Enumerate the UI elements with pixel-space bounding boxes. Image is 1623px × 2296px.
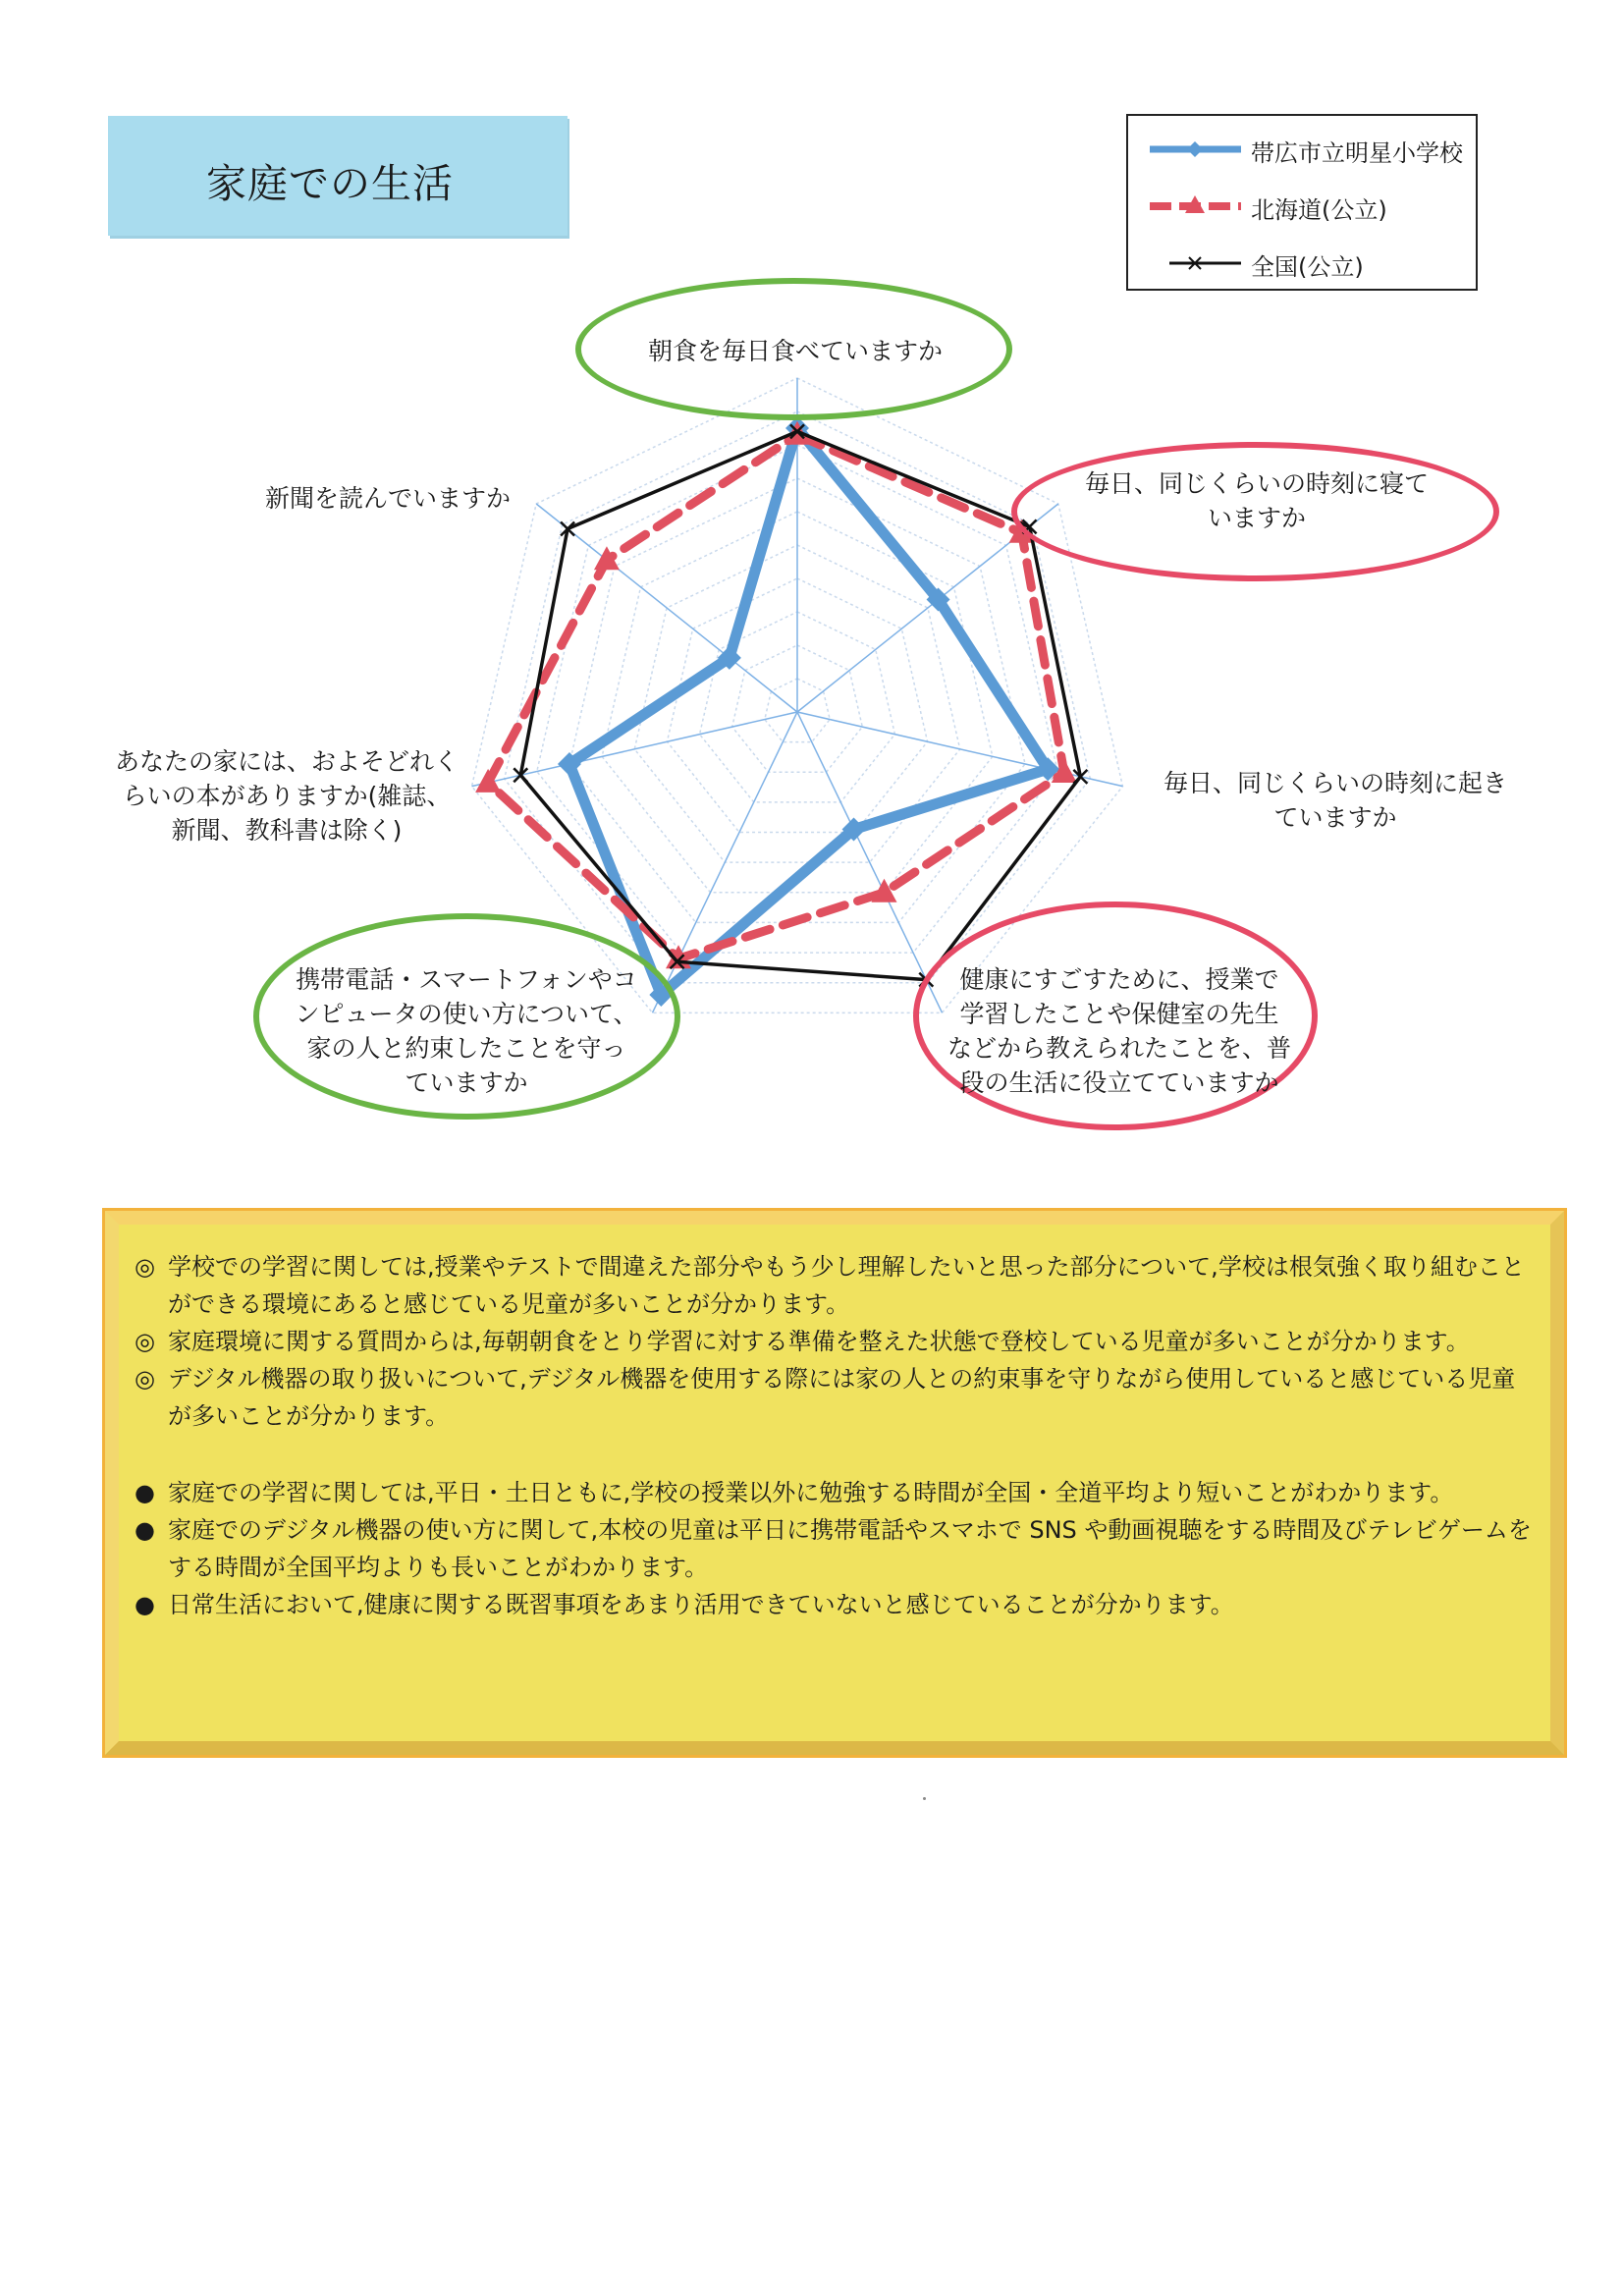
summary-mark: ◎	[135, 1365, 155, 1393]
summary-item	[135, 1511, 1539, 1586]
summary-text: 学校での学習に関しては,授業やテストで間違えた部分やもう少し理解したいと思った部分について,学校は根気強く取り組むことができる環境にあると感じている児童が多いことが分かります。	[168, 1253, 1525, 1318]
summary-text: デジタル機器の取り扱いについて,デジタル機器を使用する際には家の人との約束事を守りながら使用していると感じている児童が多いことが分かります。	[168, 1365, 1516, 1430]
summary-text: 家庭でのデジタル機器の使い方に関して,本校の児童は平日に携帯電話やスマホで SNS や動画視聴をする時間及びテレビゲームをする時間が全国平均よりも長いことがわかります。	[168, 1516, 1532, 1581]
summary-item	[135, 1360, 1539, 1435]
legend-label-hokkaido: 北海道(公立)	[1251, 196, 1387, 224]
axis-label-books: あなたの家には、およそどれく らいの本がありますか(雑誌、 新聞、教科書は除く)	[114, 747, 459, 845]
summary-item	[135, 1586, 1539, 1623]
summary-item	[135, 1474, 1539, 1511]
summary-mark: ●	[135, 1479, 155, 1506]
summary-item	[135, 1323, 1539, 1360]
page-title: 家庭での生活	[206, 160, 454, 207]
axis-label-newspaper: 新聞を読んでいますか	[264, 484, 511, 513]
legend-label-school: 帯広市立明星小学校	[1251, 139, 1463, 167]
summary-text: 家庭環境に関する質問からは,毎朝朝食をとり学習に対する準備を整えた状態で登校している児童が多いことが分かります。	[168, 1328, 1470, 1355]
summary-text: 日常生活において,健康に関する既習事項をあまり活用できていないと感じていることが分かります。	[168, 1591, 1234, 1618]
scan-speck	[923, 1797, 926, 1800]
summary-item	[135, 1248, 1539, 1323]
summary-mark: ◎	[135, 1253, 155, 1281]
axis-label-health: 健康にすごすために、授業で 学習したことや保健室の先生 などから教えられたことを、普 段の生活に役立てていますか	[947, 965, 1291, 1097]
legend-label-national: 全国(公立)	[1251, 253, 1364, 281]
axis-label-sleep: 毎日、同じくらいの時刻に寝て いますか	[1084, 469, 1429, 532]
summary-box	[102, 1208, 1567, 1758]
summary-mark: ●	[135, 1516, 155, 1544]
summary-gap	[135, 1435, 1539, 1474]
axis-label-wake: 毎日、同じくらいの時刻に起き ていますか	[1163, 769, 1507, 832]
axis-spoke	[536, 504, 797, 712]
summary-mark: ●	[135, 1591, 155, 1618]
summary-text: 家庭での学習に関しては,平日・土日ともに,学校の授業以外に勉強する時間が全国・全道平均より短いことがわかります。	[168, 1479, 1454, 1506]
summary-mark: ◎	[135, 1328, 155, 1355]
axis-label-phone: 携帯電話・スマートフォンやコ ンピュータの使い方について、 家の人と約束したことを守っ ていますか	[295, 965, 638, 1097]
summary-list	[135, 1248, 1539, 1623]
axis-label-breakfast: 朝食を毎日食べていますか	[647, 337, 943, 365]
